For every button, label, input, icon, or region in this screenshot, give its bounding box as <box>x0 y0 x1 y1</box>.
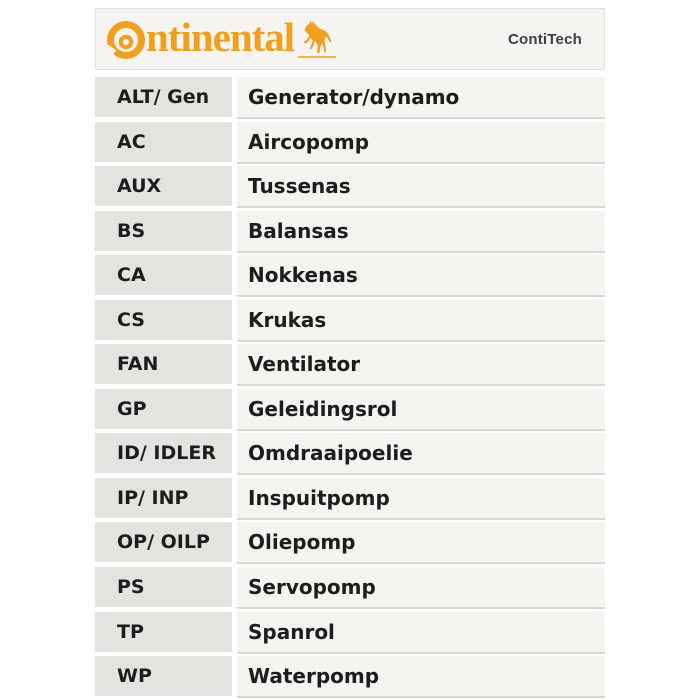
meaning-cell: Omdraaipoelie <box>237 433 605 473</box>
table-row <box>95 300 605 345</box>
meaning-cell: Servopomp <box>237 567 605 607</box>
abbreviation-cell: BS <box>95 211 232 251</box>
meaning-cell: Ventilator <box>237 344 605 384</box>
table-row <box>95 478 605 523</box>
meaning-cell: Oliepomp <box>237 522 605 562</box>
continental-co-ring-icon <box>104 17 148 61</box>
abbreviation-cell: IP/ INP <box>95 478 232 518</box>
table-row <box>95 567 605 612</box>
meaning-cell: Balansas <box>237 211 605 251</box>
table-row <box>95 612 605 657</box>
table-row <box>95 166 605 211</box>
abbreviation-table <box>95 77 605 700</box>
abbreviation-cell: ALT/ Gen <box>95 77 232 117</box>
table-row <box>95 255 605 300</box>
continental-wordmark: ntinental <box>146 13 295 60</box>
abbreviation-cell: WP <box>95 656 232 696</box>
table-row <box>95 522 605 567</box>
meaning-cell: Waterpomp <box>237 656 605 696</box>
meaning-cell: Krukas <box>237 300 605 340</box>
continental-logo <box>104 13 336 61</box>
abbreviation-cell: CS <box>95 300 232 340</box>
table-row <box>95 77 605 122</box>
meaning-cell: Inspuitpomp <box>237 478 605 518</box>
meaning-cell: Geleidingsrol <box>237 389 605 429</box>
abbreviation-cell: AC <box>95 122 232 162</box>
table-row <box>95 122 605 167</box>
meaning-cell: Tussenas <box>237 166 605 206</box>
abbreviation-cell: AUX <box>95 166 232 206</box>
contitech-logo: ContiTech <box>507 30 582 48</box>
table-row <box>95 211 605 256</box>
abbreviation-cell: ID/ IDLER <box>95 433 232 473</box>
table-row <box>95 344 605 389</box>
rearing-horse-icon <box>298 19 336 58</box>
meaning-cell: Nokkenas <box>237 255 605 295</box>
meaning-cell: Spanrol <box>237 612 605 652</box>
table-row <box>95 656 605 700</box>
meaning-cell: Generator/dynamo <box>237 77 605 117</box>
table-row <box>95 433 605 478</box>
abbreviation-cell: PS <box>95 567 232 607</box>
abbreviation-cell: TP <box>95 612 232 652</box>
brand-header <box>95 8 605 70</box>
horse-ground-line <box>298 56 336 58</box>
abbreviation-cell: CA <box>95 255 232 295</box>
table-row <box>95 389 605 434</box>
abbreviation-cell: FAN <box>95 344 232 384</box>
abbreviation-cell: GP <box>95 389 232 429</box>
abbreviation-cell: OP/ OILP <box>95 522 232 562</box>
meaning-cell: Aircopomp <box>237 122 605 162</box>
